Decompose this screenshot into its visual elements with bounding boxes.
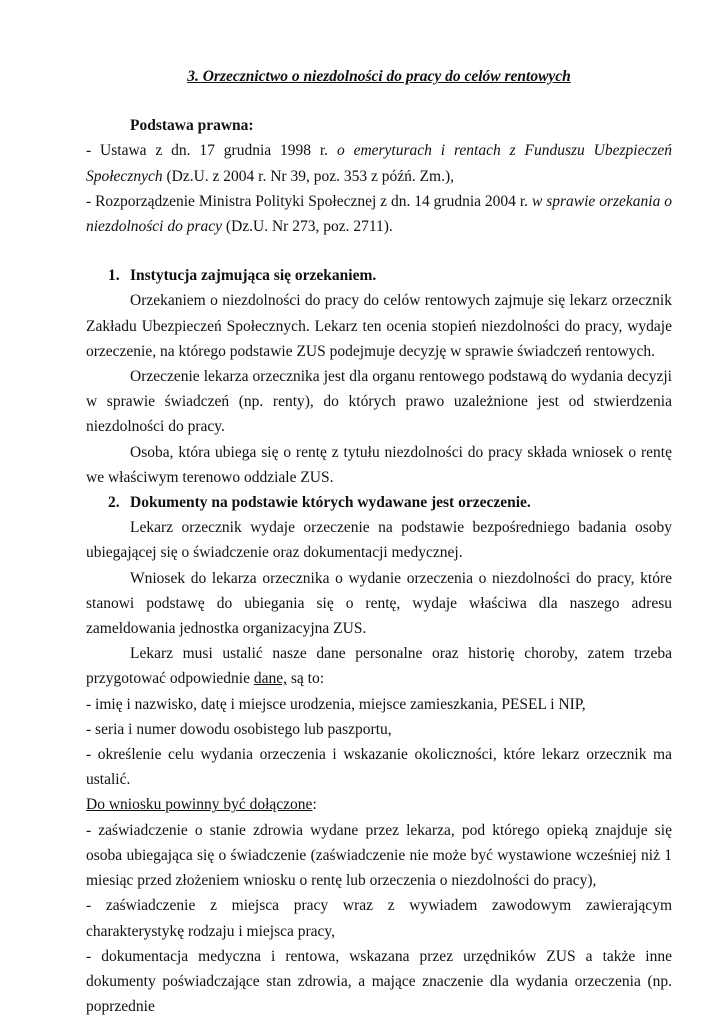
act-1-title: o emeryturach i rentach z Funduszu Ubezpieczeń Społecznych bbox=[86, 142, 672, 185]
section-2-heading bbox=[86, 490, 672, 515]
paragraph-3-end: są to: bbox=[287, 670, 325, 688]
section-2-title: Dokumenty na podstawie których wydawane jest orzeczenie. bbox=[130, 494, 531, 512]
section-2-paragraph-2: Wniosek do lekarza orzecznika o wydanie orzeczenia o niezdolności do pracy, które stanowi podstawę do ubiegania się o rentę, wydaje właściwa dla naszego adresu zameldowania jednostka organizacyjna ZUS. bbox=[86, 569, 672, 638]
act-1-reference: (Dz.U. z 2004 r. Nr 39, poz. 353 z późń. Zm.), bbox=[162, 167, 455, 185]
list-item: - imię i nazwisko, datę i miejsce urodzenia, miejsce zamieszkania, PESEL i NIP, bbox=[86, 695, 586, 713]
act-2-text: - Rozporządzenie Ministra Polityki Społecznej z dn. 14 grudnia 2004 r. bbox=[86, 192, 532, 210]
legal-basis-heading: Podstawa prawna: bbox=[130, 117, 254, 135]
section-1-heading bbox=[86, 263, 672, 288]
paragraph-3-text: Lekarz musi ustalić nasze dane personalne oraz historię choroby, zatem trzeba przygotować odpowiednie bbox=[86, 645, 672, 688]
section-1-paragraph-3: Osoba, która ubiega się o rentę z tytułu niezdolności do pracy składa wniosek o rentę we właściwym terenowo oddziale ZUS. bbox=[86, 443, 672, 486]
list-item: - dokumentacja medyczna i rentowa, wskazana przez urzędników ZUS a także inne dokumenty poświadczające stan zdrowia, a mające znaczenie dla wydania orzeczenia (np. poprzednie bbox=[86, 947, 672, 1016]
section-1-paragraph-2: Orzeczenie lekarza orzecznika jest dla organu rentowego podstawą do wydania decyzji w sprawie świadczeń (np. renty), do których prawo uzależnione jest od stwierdzenia niezdolności do pracy. bbox=[86, 368, 672, 436]
section-2-paragraph-3 bbox=[86, 641, 672, 691]
paragraph-3-underlined: dane, bbox=[253, 670, 288, 688]
attachments-heading-text: Do wniosku powinny być dołączone bbox=[86, 796, 313, 814]
act-2-title: w sprawie orzekania o niezdolności do pracy bbox=[86, 192, 672, 236]
document-title: 3. Orzecznictwo o niezdolności do pracy do celów rentowych bbox=[187, 68, 571, 85]
attachments-heading bbox=[86, 792, 672, 817]
document-page bbox=[86, 64, 672, 1019]
list-item: - seria i numer dowodu osobistego lub paszportu, bbox=[86, 720, 392, 738]
legal-basis-act-2 bbox=[86, 189, 672, 239]
list-item: - zaświadczenie o stanie zdrowia wydane przez lekarza, pod którego opieką znajduje się osoba ubiegająca się o świadczenie (zaświadczenie nie może być wystawione wcześniej niż 1 miesiąc przed złożeniem wniosku o rentę lub orzeczenia o niezdolności do pracy), bbox=[86, 821, 672, 890]
section-1-title: Instytucja zajmująca się orzekaniem. bbox=[130, 267, 377, 285]
section-1-number: 1. bbox=[108, 267, 120, 285]
list-item: - określenie celu wydania orzeczenia i wskazanie okoliczności, które lekarz orzecznik ma ustalić. bbox=[86, 746, 672, 789]
act-2-reference: (Dz.U. Nr 273, poz. 2711). bbox=[222, 218, 393, 236]
act-1-text: - Ustawa z dn. 17 grudnia 1998 r. bbox=[86, 142, 337, 160]
section-1-paragraph-1: Orzekaniem o niezdolności do pracy do celów rentowych zajmuje się lekarz orzecznik Zakładu Ubezpieczeń Społecznych. Lekarz ten ocenia stopień niezdolności do pracy, wydaje orzeczenie, na którego podstawie ZUS podejmuje decyzję w sprawie świadczeń rentowych. bbox=[86, 292, 672, 360]
attachments-colon: : bbox=[312, 796, 317, 814]
section-2-number: 2. bbox=[108, 494, 120, 512]
list-item: - zaświadczenie z miejsca pracy wraz z wywiadem zawodowym zawierającym charakterystykę rodzaju i miejsca pracy, bbox=[86, 897, 672, 940]
section-2-paragraph-1: Lekarz orzecznik wydaje orzeczenie na podstawie bezpośredniego badania osoby ubiegającej się o świadczenie oraz dokumentacji medycznej. bbox=[86, 519, 672, 562]
legal-basis-act-1 bbox=[86, 138, 672, 188]
